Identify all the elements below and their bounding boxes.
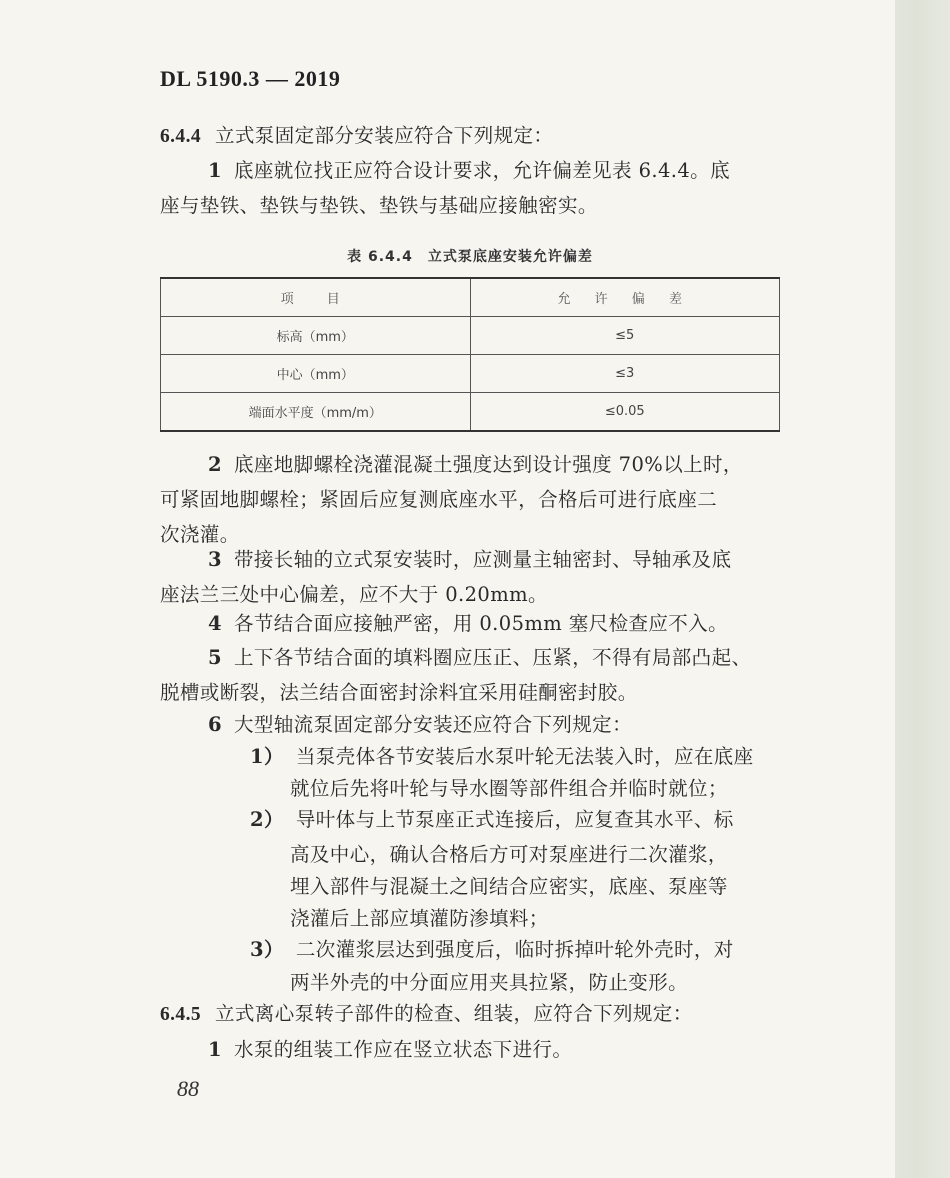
deviation-table	[160, 277, 780, 432]
page-number: 88	[177, 1076, 199, 1101]
standard-code: DL 5190.3 — 2019	[160, 66, 341, 91]
clause-6-4-5-item-1: 1 水泵的组装工作应在竖立状态下进行。	[208, 1038, 573, 1061]
sub-item-1-line2: 就位后先将叶轮与导水圈等部件组合并临时就位；	[290, 777, 728, 800]
clause-6-4-4-title: 6.4.4 立式泵固定部分安装应符合下列规定：	[160, 124, 554, 147]
item-2-line: 2 底座地脚螺栓浇灌混凝土强度达到设计强度 70%以上时，	[208, 453, 743, 476]
item-5-line2: 脱槽或断裂，法兰结合面密封涂料宜采用硅酮密封胶。	[160, 681, 638, 704]
item-3-line: 3 带接长轴的立式泵安装时，应测量主轴密封、导轴承及底	[208, 548, 732, 571]
row-label: 端面水平度（mm/m）	[161, 393, 471, 432]
item-4-line: 4 各节结合面应接触严密，用 0.05mm 塞尺检查应不入。	[208, 612, 728, 635]
row-value: ≤3	[470, 355, 780, 393]
item-3-line2: 座法兰三处中心偏差，应不大于 0.20mm。	[160, 583, 548, 606]
sub-item-2-line: 2） 导叶体与上节泵座正式连接后，应复查其水平、标	[250, 808, 734, 831]
sub-item-3-line2: 两半外壳的中分面应用夹具拉紧，防止变形。	[290, 971, 689, 994]
table-row	[161, 317, 780, 355]
row-label: 中心（mm）	[161, 355, 471, 393]
clause-6-4-5-title: 6.4.5 立式离心泵转子部件的检查、组装，应符合下列规定：	[160, 1002, 693, 1025]
item-1-line: 1 底座就位找正应符合设计要求，允许偏差见表 6.4.4。底	[208, 159, 730, 182]
item-5-line: 5 上下各节结合面的填料圈应压正、压紧，不得有局部凸起、	[208, 646, 752, 669]
header-item: 项 目	[161, 278, 471, 317]
item-2-line3: 次浇灌。	[160, 523, 240, 546]
sub-item-3-line: 3） 二次灌浆层达到强度后，临时拆掉叶轮外壳时，对	[250, 938, 734, 961]
row-value: ≤5	[470, 317, 780, 355]
sub-item-2-line4: 浇灌后上部应填灌防渗填料；	[290, 907, 549, 930]
item-6-line: 6 大型轴流泵固定部分安装还应符合下列规定：	[208, 713, 632, 736]
table-caption: 表 6.4.4 立式泵底座安装允许偏差	[347, 249, 593, 265]
table-header-row	[161, 278, 780, 317]
item-2-line2: 可紧固地脚螺栓；紧固后应复测底座水平，合格后可进行底座二	[160, 488, 718, 511]
item-1-line2: 座与垫铁、垫铁与垫铁、垫铁与基础应接触密实。	[160, 194, 598, 217]
sub-item-2-line3: 埋入部件与混凝土之间结合应密实，底座、泵座等	[290, 875, 728, 898]
row-value: ≤0.05	[470, 393, 780, 432]
table-row	[161, 355, 780, 393]
sub-item-1-line: 1） 当泵壳体各节安装后水泵叶轮无法装入时，应在底座	[250, 745, 754, 768]
sub-item-2-line2: 高及中心，确认合格后方可对泵座进行二次灌浆，	[290, 843, 728, 866]
table-row	[161, 393, 780, 432]
header-deviation: 允 许 偏 差	[470, 278, 780, 317]
page-edge	[895, 0, 950, 1178]
row-label: 标高（mm）	[161, 317, 471, 355]
